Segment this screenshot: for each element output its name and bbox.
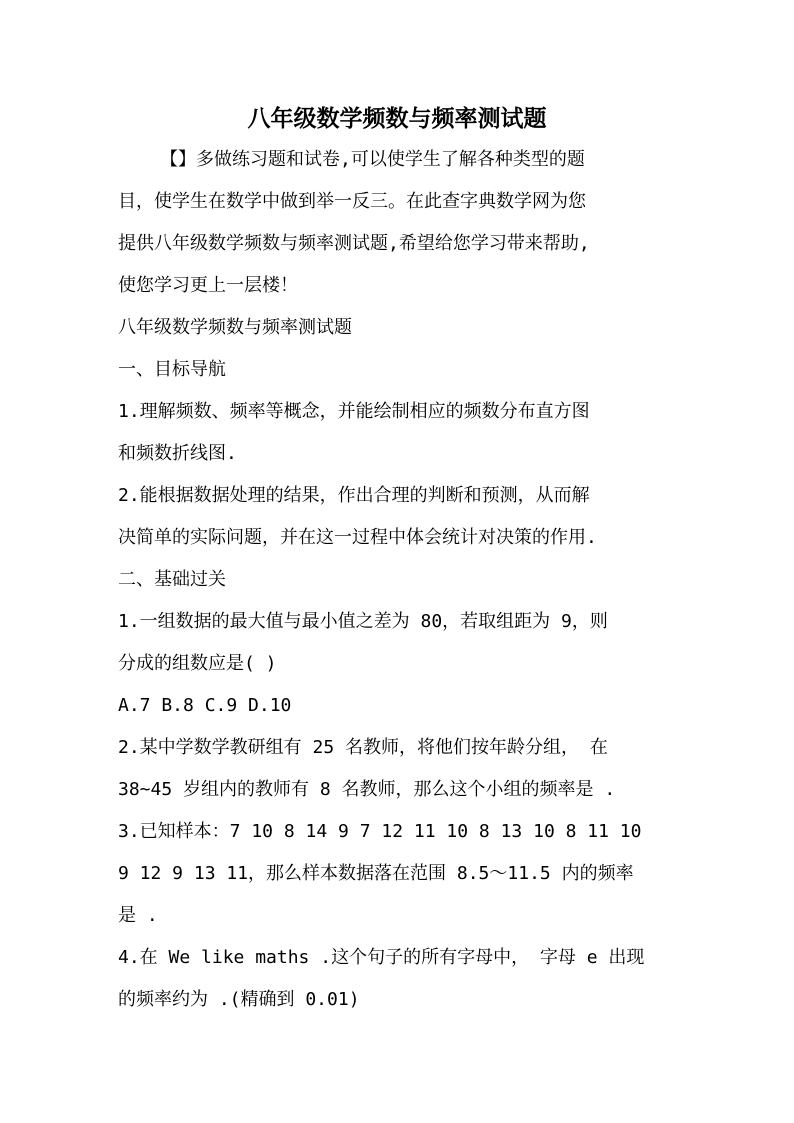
paragraph-line: 提供八年级数学频数与频率测试题,希望给您学习带来帮助, [118,233,590,254]
section-heading: 一、目标导航 [118,359,226,380]
objective-item: 1.理解频数、频率等概念，并能绘制相应的频数分布直方图 [118,401,590,422]
question-line: 2.某中学数学教研组有 25 名教师，将他们按年龄分组， 在 [118,737,608,758]
question-line: 9 12 9 13 11，那么样本数据落在范围 8.5～11.5 内的频率 [118,863,634,884]
objective-item: 2.能根据数据处理的结果，作出合理的判断和预测，从而解 [118,485,590,506]
answer-options: A.7 B.8 C.9 D.10 [118,695,292,716]
question-line: 分成的组数应是( ) [118,653,277,674]
question-line: 4.在 We like maths .这个句子的所有字母中， 字母 e 出现 [118,947,645,968]
objective-item: 决简单的实际问题，并在这一过程中体会统计对决策的作用. [118,527,597,548]
objective-item: 和频数折线图. [118,443,237,464]
question-line: 3.已知样本：7 10 8 14 9 7 12 11 10 8 13 10 8 11 10 [118,821,642,842]
section-heading: 二、基础过关 [118,569,226,590]
paragraph-line: 目，使学生在数学中做到举一反三。在此查字典数学网为您 [118,191,586,212]
question-line: 38~45 岁组内的教师有 8 名教师，那么这个小组的频率是 . [118,779,616,800]
question-line: 是 . [118,905,158,926]
section-title: 八年级数学频数与频率测试题 [118,317,352,338]
question-line: 的频率约为 .(精确到 0.01) [118,989,360,1010]
document-title: 八年级数学频数与频率测试题 [247,106,547,132]
question-line: 1.一组数据的最大值与最小值之差为 80，若取组距为 9，则 [118,611,608,632]
paragraph-line: 【】多做练习题和试卷,可以使学生了解各种类型的题 [160,149,585,170]
paragraph-line: 使您学习更上一层楼！ [118,275,298,296]
